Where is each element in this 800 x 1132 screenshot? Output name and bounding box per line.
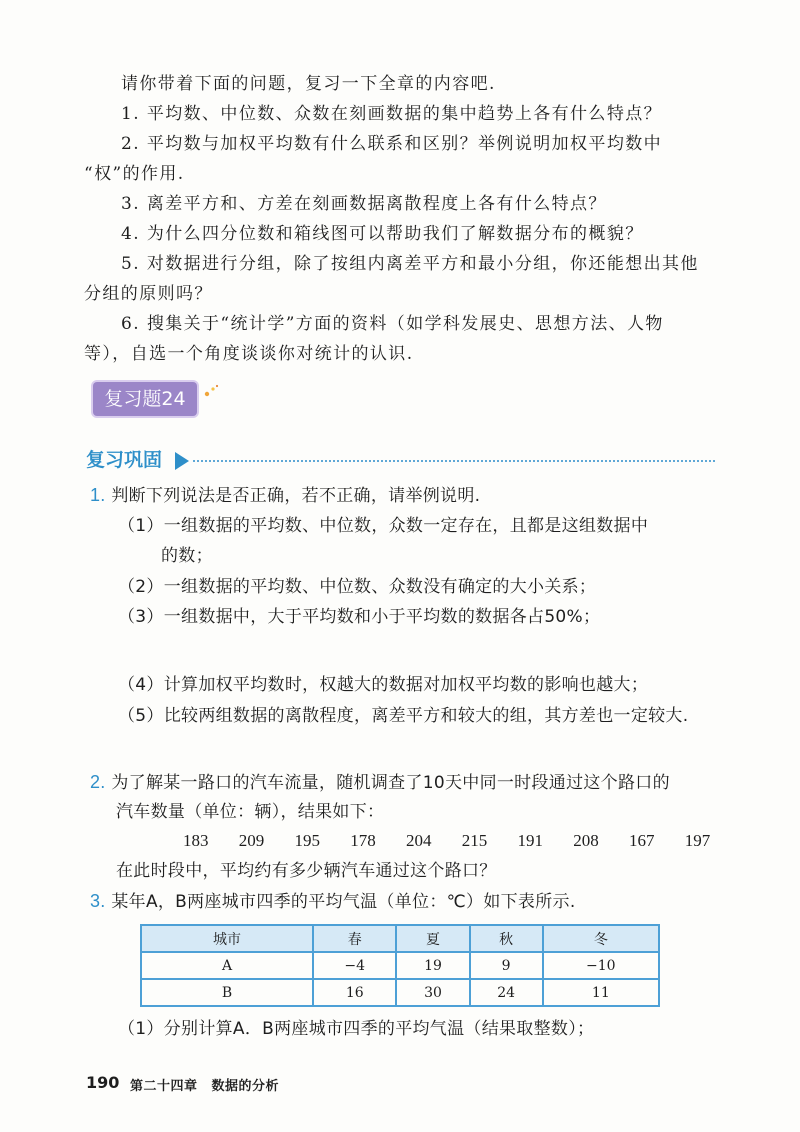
table-cell: 24 <box>470 979 543 1006</box>
exercise-2-cont: 汽车数量（单位：辆），结果如下： <box>116 802 385 822</box>
table-cell: 9 <box>470 952 543 979</box>
play-arrow-icon <box>175 452 189 470</box>
review-question-1: 1. 平均数、中位数、众数在刻画数据的集中趋势上各有什么特点？ <box>121 104 663 124</box>
exercise-stem: 某年A，B两座城市四季的平均气温（单位：℃）如下表所示. <box>111 892 576 912</box>
vehicle-counts <box>183 831 736 851</box>
table-cell: B <box>141 979 313 1006</box>
review-question-2-cont: “权”的作用. <box>84 164 185 184</box>
exercise-stem: 判断下列说法是否正确，若不正确，请举例说明. <box>111 486 481 506</box>
exercise-1-item-4: （4）计算加权平均数时，权越大的数据对加权平均数的影响也越大； <box>118 675 649 695</box>
review-question-2: 2. 平均数与加权平均数有什么联系和区别？举例说明加权平均数中 <box>121 134 663 154</box>
table-header: 城市 <box>141 925 313 952</box>
exercise-stem: 为了解某一路口的汽车流量，随机调查了10天中同一时段通过这个路口的 <box>111 773 670 793</box>
review-question-5: 5. 对数据进行分组，除了按组内离差平方和最小分组，你还能想出其他 <box>121 254 699 274</box>
table-cell: −4 <box>313 952 396 979</box>
chapter-label: 第二十四章 <box>130 1079 198 1094</box>
review-lead: 请你带着下面的问题，复习一下全章的内容吧. <box>121 74 496 94</box>
table-row <box>141 979 659 1006</box>
table-header: 夏 <box>396 925 469 952</box>
table-header-row <box>141 925 659 952</box>
exercise-number: 2. <box>90 772 106 792</box>
section-divider <box>193 460 715 462</box>
review-question-6-cont: 等），自选一个角度谈谈你对统计的认识. <box>84 344 414 364</box>
count-value: 215 <box>461 831 488 850</box>
decorative-dots-icon <box>203 383 219 399</box>
count-value: 195 <box>294 831 320 850</box>
exercise-3-subquestion-1: （1）分别计算A．B两座城市四季的平均气温（结果取整数）； <box>118 1019 595 1039</box>
exercise-1-item-1-cont: 的数； <box>161 546 213 566</box>
table-cell: 19 <box>396 952 469 979</box>
exercise-set-badge: 复习题24 <box>93 382 197 416</box>
table-cell: 16 <box>313 979 396 1006</box>
count-value: 208 <box>573 831 599 850</box>
table-row <box>141 952 659 979</box>
table-cell: 11 <box>543 979 659 1006</box>
exercise-1-item-1: （1）一组数据的平均数、中位数，众数一定存在，且都是这组数据中 <box>118 516 649 536</box>
review-question-6: 6. 搜集关于“统计学”方面的资料（如学科发展史、思想方法、人物 <box>121 314 664 334</box>
count-value: 209 <box>238 831 265 850</box>
exercise-1-item-5: （5）比较两组数据的离散程度，离差平方和较大的组，其方差也一定较大. <box>118 706 689 726</box>
chapter-footer <box>130 1075 293 1094</box>
chapter-title: 数据的分析 <box>211 1079 280 1094</box>
exercise-number: 1. <box>90 485 106 505</box>
count-value: 178 <box>350 831 376 850</box>
count-value: 204 <box>406 831 432 850</box>
page-number: 190 <box>86 1073 120 1092</box>
section-title: 复习巩固 <box>86 449 163 471</box>
table-cell: −10 <box>543 952 659 979</box>
review-question-3: 3. 离差平方和、方差在刻画数据离散程度上各有什么特点？ <box>121 194 607 214</box>
table-cell: 30 <box>396 979 469 1006</box>
table-header: 冬 <box>543 925 659 952</box>
exercise-3 <box>90 890 576 913</box>
review-question-5-cont: 分组的原则吗？ <box>84 284 213 304</box>
exercise-1 <box>90 484 480 507</box>
table-cell: A <box>141 952 313 979</box>
table-header: 秋 <box>470 925 543 952</box>
table-header: 春 <box>313 925 396 952</box>
temperature-table <box>140 924 660 1007</box>
count-value: 183 <box>183 831 209 850</box>
count-value: 191 <box>517 831 543 850</box>
exercise-number: 3. <box>90 891 106 911</box>
exercise-1-item-2: （2）一组数据的平均数、中位数、众数没有确定的大小关系； <box>118 577 597 597</box>
exercise-2-question: 在此时段中，平均约有多少辆汽车通过这个路口？ <box>116 861 497 881</box>
count-value: 167 <box>629 831 655 850</box>
exercise-1-item-3: （3）一组数据中，大于平均数和小于平均数的数据各占50%； <box>118 607 601 627</box>
exercise-2 <box>90 771 670 794</box>
review-question-4: 4. 为什么四分位数和箱线图可以帮助我们了解数据分布的概貌？ <box>121 224 644 244</box>
count-value: 197 <box>684 831 711 850</box>
